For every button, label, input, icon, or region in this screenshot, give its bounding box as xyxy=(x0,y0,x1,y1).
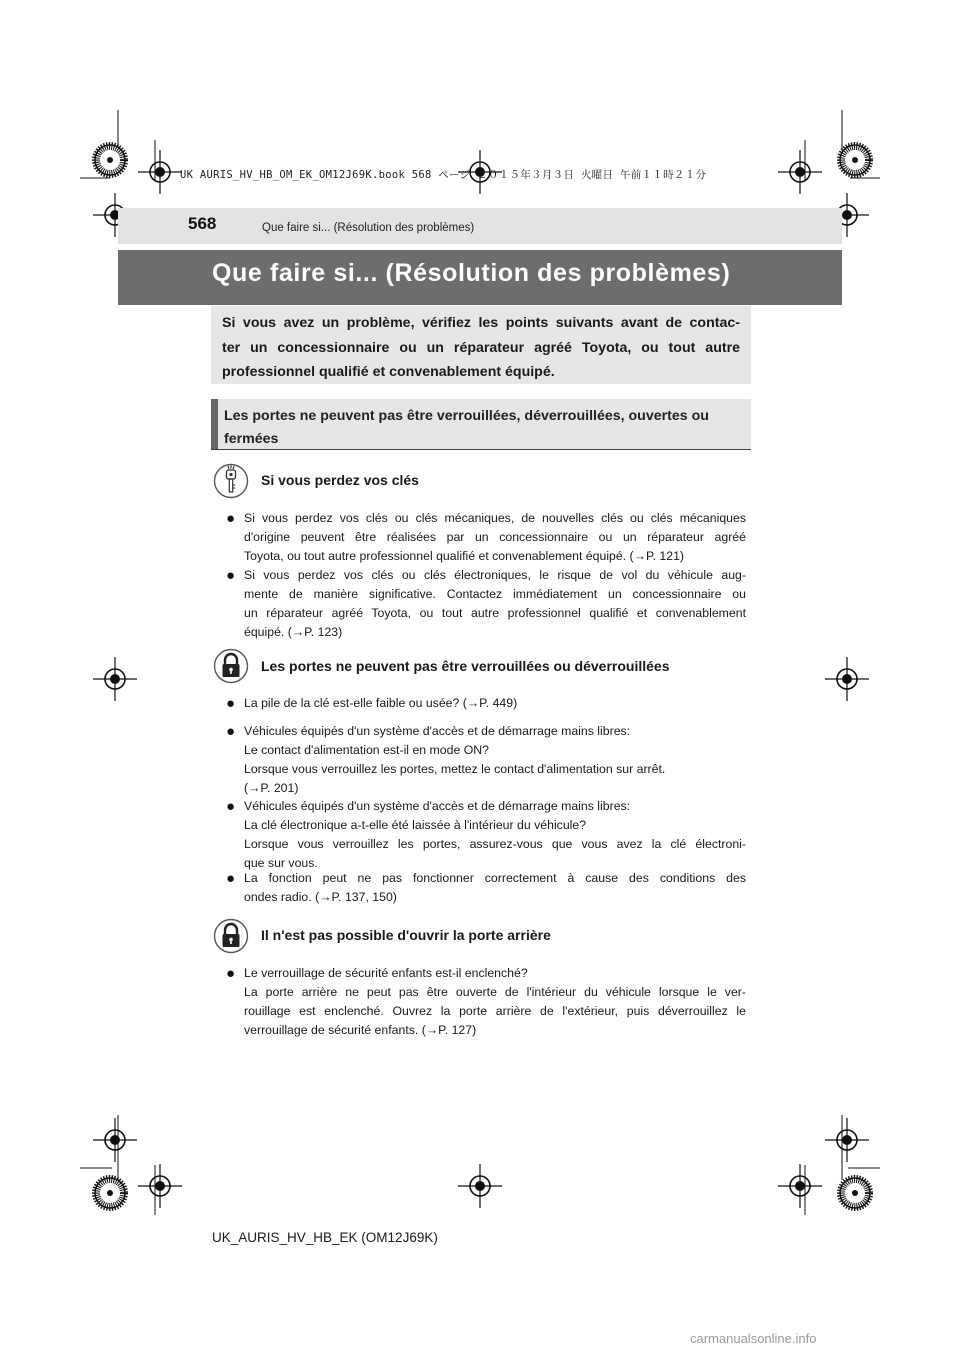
text-line: La fonction peut ne pas fonctionner correctement à cause des conditions des xyxy=(244,871,746,885)
intro-line: ter un concessionnaire ou un réparateur agréé Toyota, ou tout autre xyxy=(222,339,740,356)
text-line: Toyota, ou tout autre professionnel qualifié et convenablement équipé. (→P. 121) xyxy=(244,549,685,563)
subsection-title-back-door: Il n'est pas possible d'ouvrir la porte arrière xyxy=(261,927,551,943)
list-item xyxy=(244,722,746,798)
text-line: Lorsque vous verrouillez les portes, mettez le contact d'alimentation sur arrêt. xyxy=(244,762,666,776)
bullet-marker: ● xyxy=(226,567,236,584)
bullet-marker: ● xyxy=(226,510,236,527)
text-line: mente de manière significative. Contactez immédiatement un concessionnaire ou xyxy=(244,587,746,601)
text-line: un réparateur agréé Toyota, ou tout autre professionnel qualifié et convenablement xyxy=(244,606,746,620)
text-line: La pile de la clé est-elle faible ou usée? (→P. 449) xyxy=(244,696,518,710)
subsection-title-lost-keys: Si vous perdez vos clés xyxy=(261,472,419,488)
header-band xyxy=(118,208,842,244)
text-line: Si vous perdez vos clés ou clés mécaniques, de nouvelles clés ou clés mécaniques xyxy=(244,511,746,525)
subsection-title-doors-lock: Les portes ne peuvent pas être verrouillées ou déverrouillées xyxy=(261,658,670,674)
page-number: 568 xyxy=(188,214,217,233)
text-line: Si vous perdez vos clés ou clés électroniques, le risque de vol du véhicule aug- xyxy=(244,568,746,582)
text-line: d'origine peuvent être réalisées par un concessionnaire ou un réparateur agréé xyxy=(244,530,746,544)
text-line: Lorsque vous verrouillez les portes, assurez-vous que vous avez la clé électroni- xyxy=(244,837,746,851)
intro-line: Si vous avez un problème, vérifiez les points suivants avant de contac- xyxy=(222,315,740,331)
page-title: Que faire si... (Résolution des problèmes) xyxy=(212,259,731,287)
text-line: La clé électronique a-t-elle été laissée à l'intérieur du véhicule? xyxy=(244,818,587,832)
book-file-info: UK AURIS_HV_HB_OM_EK_OM12J69K.book 568 ページ ２０１５年３月３日 火曜日 午前１１時２１分 xyxy=(180,169,707,181)
running-head: Que faire si... (Résolution des problèmes) xyxy=(262,222,475,234)
section-heading xyxy=(224,405,744,451)
text-line: Véhicules équipés d'un système d'accès et de démarrage mains libres: xyxy=(244,724,631,738)
text-line: rouillage est enclenché. Ouvrez la porte arrière de l'extérieur, puis déverrouillez le xyxy=(244,1004,746,1018)
text-line: La porte arrière ne peut pas être ouverte de l'intérieur du véhicule lorsque le ver- xyxy=(244,985,746,999)
text-line: équipé. (→P. 123) xyxy=(244,625,343,639)
intro-text xyxy=(222,311,740,385)
bullet-marker: ● xyxy=(226,798,236,815)
watermark: carmanualsonline.info xyxy=(690,1331,817,1346)
text-line: Le contact d'alimentation est-il en mode ON? xyxy=(244,743,490,757)
list-item xyxy=(244,694,746,713)
bullet-marker: ● xyxy=(226,723,236,740)
list-item xyxy=(244,964,746,1040)
list-item xyxy=(244,509,746,566)
key-icon xyxy=(213,463,249,499)
list-item xyxy=(244,869,746,907)
padlock-icon xyxy=(213,918,249,954)
bullet-marker: ● xyxy=(226,965,236,982)
bullet-marker: ● xyxy=(226,870,236,887)
section-heading-line: Les portes ne peuvent pas être verrouillées, déverrouillées, ouvertes ou xyxy=(224,408,709,424)
bullet-marker: ● xyxy=(226,695,236,712)
section-heading-line: fermées xyxy=(224,431,279,447)
text-line: Le verrouillage de sécurité enfants est-il enclenché? xyxy=(244,966,528,980)
list-item xyxy=(244,797,746,873)
footer-document-code: UK_AURIS_HV_HB_EK (OM12J69K) xyxy=(212,1230,438,1245)
text-line: verrouillage de sécurité enfants. (→P. 127) xyxy=(244,1023,477,1037)
intro-line: professionnel qualifié et convenablement équipé. xyxy=(222,364,555,380)
text-line: que sur vous. xyxy=(244,856,318,870)
section-accent xyxy=(211,399,218,449)
text-line: Véhicules équipés d'un système d'accès et de démarrage mains libres: xyxy=(244,799,631,813)
text-line: (→P. 201) xyxy=(244,781,299,795)
padlock-icon xyxy=(213,648,249,684)
list-item xyxy=(244,566,746,642)
text-line: ondes radio. (→P. 137, 150) xyxy=(244,890,397,904)
